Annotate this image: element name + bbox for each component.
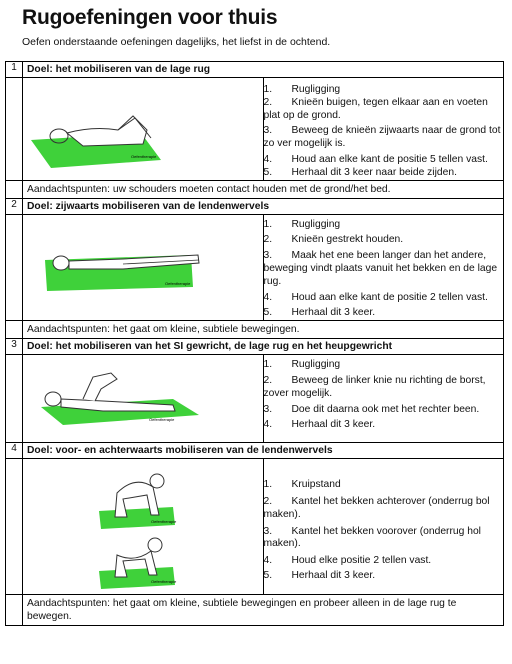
exercise-steps: 1. Kruipstand 2. Kantel het bekken achterover (onderrug bol maken). 3. Kantel het bekken voorover (onderrug hol maken). 4. Houd elke positie 2 tellen vast. 5. Herhaal dit 3 keer.	[263, 459, 504, 595]
exercise-goal: Doel: zijwaarts mobiliseren van de lendenwervels	[23, 198, 504, 214]
exercise-number: 4	[6, 443, 23, 459]
page-title: Rugoefeningen voor thuis	[22, 6, 278, 29]
quadruped-pelvic-tilt-illustration	[23, 459, 223, 594]
svg-text:Oefentherapie: Oefentherapie	[151, 519, 177, 525]
exercise-table	[5, 61, 504, 626]
exercise-illustration	[23, 355, 264, 443]
knee-to-chest-illustration	[23, 355, 223, 442]
exercise-number: 1	[6, 62, 23, 78]
exercise-number: 2	[6, 198, 23, 214]
svg-text:Oefentherapie: Oefentherapie	[151, 579, 177, 585]
exercise-illustration	[23, 214, 264, 321]
svg-text:Oefentherapie: Oefentherapie	[165, 280, 191, 286]
page-subtitle: Oefen onderstaande oefeningen dagelijks, het liefst in de ochtend.	[22, 36, 331, 48]
svg-text:Oefentherapie: Oefentherapie	[131, 154, 157, 159]
exercise-goal: Doel: voor- en achterwaarts mobiliseren van de lendenwervels	[23, 443, 504, 459]
exercise-note: Aandachtspunten: uw schouders moeten contact houden met de grond/het bed.	[23, 180, 504, 198]
exercise-goal: Doel: het mobiliseren van het SI gewricht, de lage rug en het heupgewricht	[23, 339, 504, 355]
exercise-steps: 1. Rugligging 2. Beweeg de linker knie nu richting de borst, zover mogelijk. 3. Doe dit daarna ook met het rechter been. 4. Herhaal dit 3 keer.	[263, 355, 504, 443]
exercise-steps: 1. Rugligging 2. Knieën gestrekt houden. 3. Maak het ene been langer dan het andere, beweging vindt plaats vanuit het bekken en de lage rug. 4. Houd aan elke kant de positie 2 tellen vast. 5. Herhaal dit 3 keer.	[263, 214, 504, 321]
knee-rotation-illustration	[23, 78, 223, 175]
exercise-steps: 1. Rugligging 2. Knieën buigen, tegen elkaar aan en voeten plat op de grond. 3. Beweeg de knieën zijwaarts naar de grond tot zo ver mogelijk is. 4. Houd aan elke kant de positie 5 tellen vast. 5. Herhaal dit 3 keer naar beide zijden.	[263, 78, 504, 181]
exercise-goal: Doel: het mobiliseren van de lage rug	[23, 62, 504, 78]
exercise-note: Aandachtspunten: het gaat om kleine, subtiele bewegingen.	[23, 321, 504, 339]
exercise-illustration	[23, 459, 264, 595]
svg-text:Oefentherapie: Oefentherapie	[149, 417, 175, 423]
exercise-number: 3	[6, 339, 23, 355]
leg-lengthening-illustration	[23, 215, 223, 318]
exercise-illustration	[23, 78, 264, 181]
exercise-note: Aandachtspunten: het gaat om kleine, subtiele bewegingen en probeer alleen in de lage rug te bewegen.	[23, 595, 504, 626]
